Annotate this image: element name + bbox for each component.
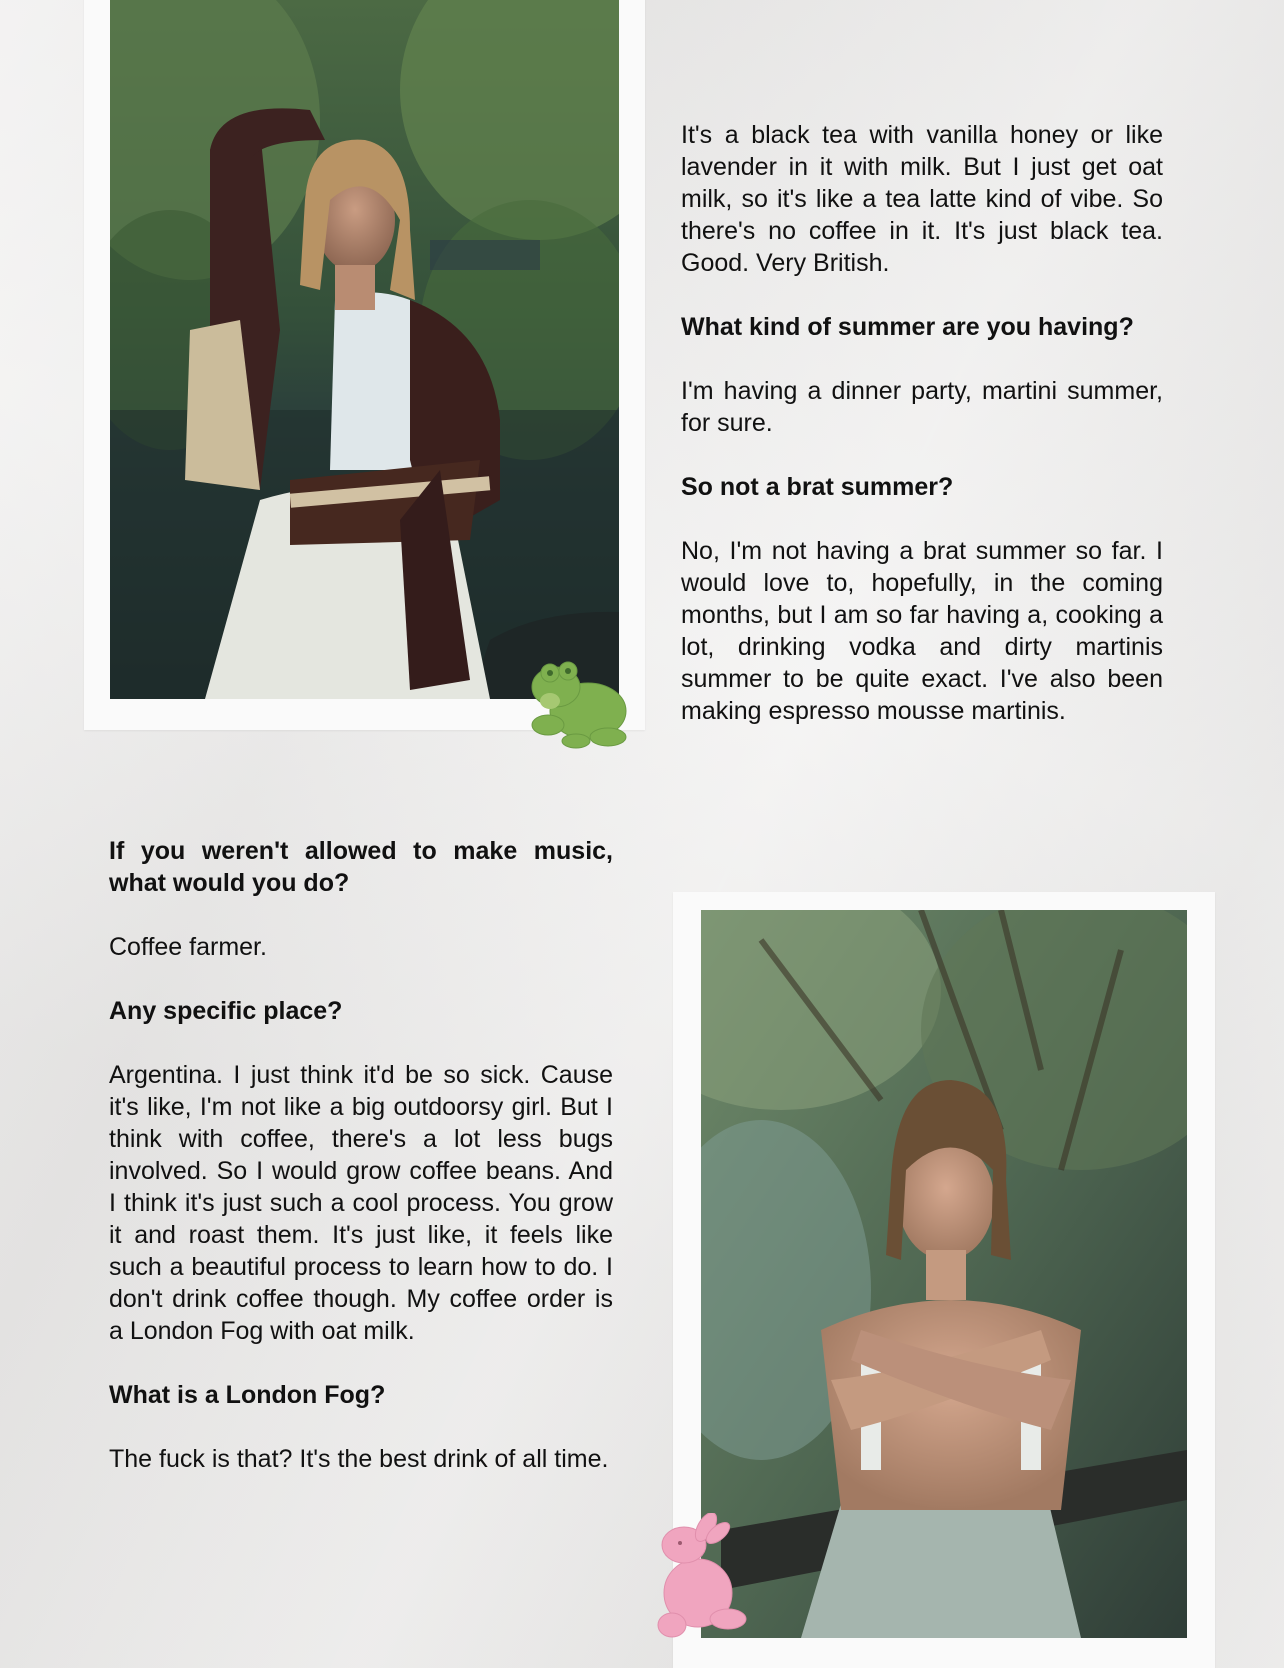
photo-frame-2 — [673, 892, 1215, 1668]
frog-icon — [528, 661, 632, 749]
answer-summer: I'm having a dinner party, martini summer, for sure. — [681, 377, 1163, 437]
bunny-icon — [654, 1513, 752, 1641]
frog-sticker — [528, 661, 632, 749]
answer-brat-summer: No, I'm not having a brat summer so far. I would love to, hopefully, in the coming months, but I am so far having a, cooking a lot, drinking vodka and dirty martinis summer to be quite exact. I've also been making espresso mousse martinis. — [681, 537, 1163, 725]
left-text-column — [109, 835, 613, 1475]
question-no-music: If you weren't allowed to make music, what would you do? — [109, 837, 613, 897]
answer-coffee-farmer: Coffee farmer. — [109, 933, 267, 961]
bunny-sticker — [654, 1513, 752, 1641]
answer-argentina: Argentina. I just think it'd be so sick. Cause it's like, I'm not like a big outdoorsy girl. But I think with coffee, there's a lot less bugs involved. So I would grow coffee beans. And I think it's just such a cool process. You grow it and roast them. It's just like, it feels like such a beautiful process to learn how to do. I don't drink coffee though. My coffee order is a London Fog with oat milk. — [109, 1061, 613, 1345]
photo-frame-1 — [84, 0, 645, 730]
photo-2 — [701, 910, 1187, 1638]
answer-tea-description: It's a black tea with vanilla honey or like lavender in it with milk. But I just get oat milk, so it's like a tea latte kind of vibe. So there's no coffee in it. It's just black tea. Good. Very British. — [681, 121, 1163, 277]
right-text-column — [681, 119, 1163, 727]
question-london-fog: What is a London Fog? — [109, 1381, 386, 1409]
question-brat-summer: So not a brat summer? — [681, 473, 954, 501]
question-summer: What kind of summer are you having? — [681, 313, 1134, 341]
photo-1 — [110, 0, 619, 699]
answer-london-fog: The fuck is that? It's the best drink of all time. — [109, 1445, 609, 1473]
question-specific-place: Any specific place? — [109, 997, 343, 1025]
